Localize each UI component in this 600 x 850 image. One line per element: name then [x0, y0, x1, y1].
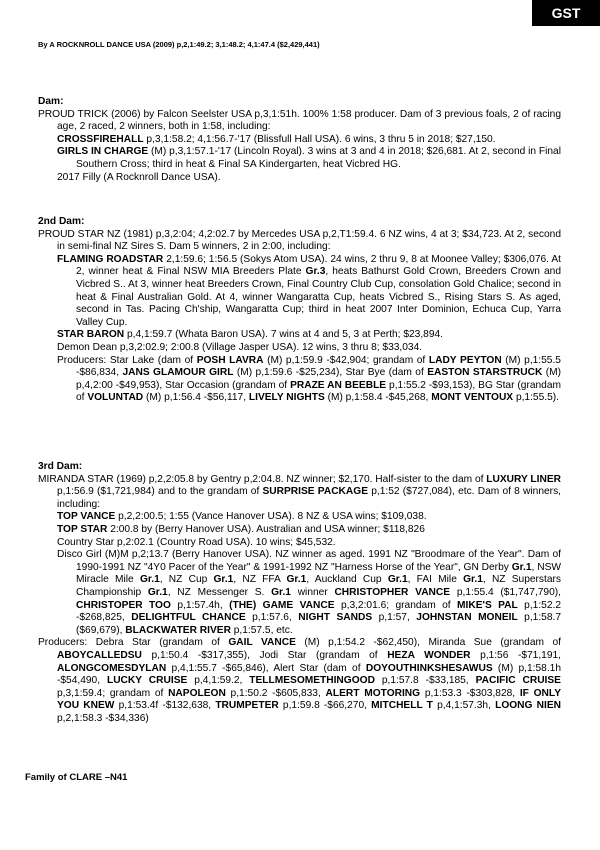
second-dam-heading: 2nd Dam:	[38, 216, 85, 227]
third-dam-disco-girl: Disco Girl (M)M p,2;13.7 (Berry Hanover USA). NZ winner as aged. 1991 NZ "Broodmare of the Year". Dam of 1990-1991 NZ "4Y0 Pacer of the Year" & 1991-1992 NZ "Harness Horse of the Year", GN Derby Gr.1, NSW Miracle Mile Gr.1, NZ Cup Gr.1, NZ FFA Gr.1, Auckland Cup Gr.1, FAI Mile Gr.1, NZ Superstars Championship Gr.1, NZ Messenger S. Gr.1 winner CHRISTOPHER VANCE p,1:55.4 ($1,747,790), CHRISTOPER TOO p,1:57.4h, (THE) GAME VANCE p,3,2:01.6; grandam of MIKE'S PAL p,1:52.2 -$268,825, DELIGHTFUL CHANCE p,1:57.6, NIGHT SANDS p,1:57, JOHNSTAN MONEIL p,1:58.7 ($69,679), BLACKWATER RIVER p,1:57.5, etc.	[57, 549, 562, 636]
third-dam-heading: 3rd Dam:	[38, 461, 83, 472]
second-dam-foal-3: Demon Dean p,3,2:02.9; 2:00.8 (Village Jasper USA). 12 wins, 3 thru 8; $33,034.	[57, 341, 423, 353]
dam-section	[38, 96, 561, 184]
second-dam-producers: Producers: Star Lake (dam of POSH LAVRA (M) p,1:59.9 -$42,904; grandam of LADY PEYTON (M) p,1:55.5 -$86,834, JANS GLAMOUR GIRL (M) p,1:59.6 -$25,234), Star Bye (dam of EASTON STARSTRUCK (M) p,4,2:00 -$49,953), Star Occasion (grandam of PRAZE AN BEEBLE p,1:55.2 -$93,153), BG Star (grandam of VOLUNTAD (M) p,1:56.4 -$56,117, LIVELY NIGHTS (M) p,1:58.4 -$45,268, MONT VENTOUX p,1:55.5).	[57, 354, 561, 404]
dam-heading: Dam:	[38, 96, 64, 107]
third-dam-producers: Producers: Debra Star (grandam of GAIL VANCE (M) p,1:54.2 -$62,450), Miranda Sue (grandam of ABOYCALLEDSU p,1:50.4 -$317,355), Jodi Star (grandam of HEZA WONDER p,1:56 -$71,191, ALONGCOMESDYLAN p,4,1:55.7 -$65,846), Alert Star (dam of DOYOUTHINKSHESAWUS (M) p,1:58.1h -$54,490, LUCKY CRUISE p,4,1:59.2, TELLMESOMETHINGOOD p,1:57.8 -$33,185, PACIFIC CRUISE p,3,1:59.4; grandam of NAPOLEON p,1:50.2 -$605,833, ALERT MOTORING p,1:53.3 -$303,828, IF ONLY YOU KNEW p,1:53.4f -$132,638, TRUMPETER p,1:59.8 -$66,270, MITCHELL T p,4,1:57.3h, LOONG NIEN p,2,1:58.3 -$34,336)	[38, 637, 561, 724]
second-dam-foal-2: STAR BARON p,4,1:59.7 (Whata Baron USA). 7 wins at 4 and 5, 3 at Perth; $23,894.	[57, 329, 444, 341]
dam-foal-1: CROSSFIREHALL p,3,1:58.2; 4,1:56.7-'17 (Blissfull Hall USA). 6 wins, 3 thru 5 in 2018; $27,150.	[57, 133, 496, 145]
second-dam-section	[38, 216, 561, 405]
dam-foal-3: 2017 Filly (A Rocknroll Dance USA).	[57, 171, 221, 183]
dam-intro: PROUD TRICK (2006) by Falcon Seelster USA p,3,1:51h. 100% 1:58 producer. Dam of 3 previous foals, 2 of racing age, 2 raced, 2 winners, both in 1:58, including:	[38, 108, 561, 133]
third-dam-intro: MIRANDA STAR (1969) p,2,2:05.8 by Gentry p,2:04.8. NZ winner; $2,170. Half-sister to the dam of LUXURY LINER p,1:56.9 ($1,721,984) and to the grandam of SURPRISE PACKAGE p,1:52 ($727,084), etc. Dam of 8 winners, including:	[38, 473, 561, 510]
second-dam-foal-1: FLAMING ROADSTAR 2,1:59.6; 1:56.5 (Sokys Atom USA). 24 wins, 2 thru 9, 8 at Moonee Valley; $306,076. At 2, winner heat & Final NSW MIA Breeders Plate Gr.3, heats Bathurst Gold Crown, Breeders Crown and Vicbred S.. At 3, winner heat Breeders Crown, Final Country Club Cup, consolation Gold Chalice; second in heat & Final Australian Gold. At 4, winner Wangaratta Cup, heats Vicbred S., Rising Stars S. As aged, second in Tas. Pacing Ch'ship, Wangaratta Cup; third in heat 2007 Inter Dominion, Echuca Cup, Yarra Valley Cup.	[57, 253, 561, 328]
third-dam-foal-2: TOP STAR 2:00.8 by (Berry Hanover USA). Australian and USA winner; $118,826	[57, 523, 425, 535]
third-dam-foal-1: TOP VANCE p,2,2:00.5; 1:55 (Vance Hanover USA). 8 NZ & USA wins; $109,038.	[57, 511, 427, 523]
gst-badge: GST	[532, 0, 600, 26]
family-footer: Family of CLARE –N41	[25, 772, 128, 783]
sire-line: By A ROCKNROLL DANCE USA (2009) p,2,1:49.2; 3,1:48.2; 4,1:47.4 ($2,429,441)	[38, 40, 320, 49]
third-dam-section	[38, 461, 561, 725]
third-dam-foal-3: Country Star p,2:02.1 (Country Road USA). 10 wins; $45,532.	[57, 536, 336, 548]
dam-foal-2: GIRLS IN CHARGE (M) p,3,1:57.1-'17 (Lincoln Royal). 3 wins at 3 and 4 in 2018; $26,681. At 2, second in Final Southern Cross; third in heat & Final SA Kindergarten, heat Vicbred HG.	[57, 146, 561, 170]
second-dam-intro: PROUD STAR NZ (1981) p,3,2:04; 4,2:02.7 by Mercedes USA p,2,T1:59.4. 6 NZ wins, 4 at 3; $34,723. At 2, second in semi-final NZ Sires S. Dam 5 winners, 2 in 2:00, including:	[38, 228, 561, 253]
